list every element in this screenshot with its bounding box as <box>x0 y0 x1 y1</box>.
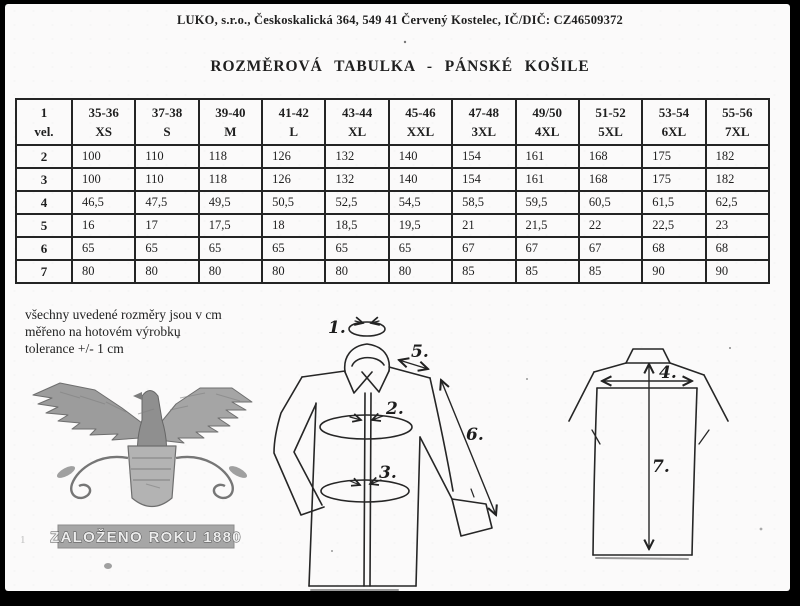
chest-girth-arrow <box>350 417 361 420</box>
row-number: 6 <box>16 237 72 260</box>
right-sleeve-outer <box>430 378 453 491</box>
left-shoulder-line <box>302 371 345 377</box>
size-cell: 110 <box>135 145 198 168</box>
size-cell: 80 <box>389 260 452 283</box>
size-cell: 65 <box>325 237 388 260</box>
size-cell: 65 <box>262 237 325 260</box>
label-collar: 1. <box>328 318 346 338</box>
size-cell: 18,5 <box>325 214 388 237</box>
size-cell: 59,5 <box>516 191 579 214</box>
size-cell: 23 <box>706 214 769 237</box>
size-cell: 65 <box>389 237 452 260</box>
size-cell: 85 <box>579 260 642 283</box>
size-cell: 140 <box>389 168 452 191</box>
label-back-length: 7. <box>652 457 670 477</box>
col-header-l <box>262 99 325 145</box>
size-cell: 18 <box>262 214 325 237</box>
back-body-left <box>593 388 597 555</box>
row-number: 7 <box>16 260 72 283</box>
col-size: 47-48 <box>468 104 499 120</box>
col-label: XXL <box>406 124 435 139</box>
col-header-vel <box>16 99 72 145</box>
size-cell: 22 <box>579 214 642 237</box>
col-label: 7XL <box>725 124 750 139</box>
size-cell: 21,5 <box>516 214 579 237</box>
size-cell: 52,5 <box>325 191 388 214</box>
size-cell: 154 <box>452 168 515 191</box>
size-cell: 140 <box>389 145 452 168</box>
col-header-4xl <box>516 99 579 145</box>
col-label: 5XL <box>598 124 623 139</box>
row-number: 3 <box>16 168 72 191</box>
size-cell: 90 <box>706 260 769 283</box>
table-row <box>16 237 769 260</box>
size-cell: 21 <box>452 214 515 237</box>
size-cell: 182 <box>706 168 769 191</box>
size-cell: 168 <box>579 145 642 168</box>
col-label: 3XL <box>471 124 497 139</box>
col-header-6xl <box>642 99 705 145</box>
col-size: 45-46 <box>405 104 436 120</box>
size-cell: 161 <box>516 145 579 168</box>
diagram-number-labels <box>328 318 677 483</box>
size-cell: 68 <box>706 237 769 260</box>
size-cell: 80 <box>262 260 325 283</box>
size-cell: 65 <box>135 237 198 260</box>
row-number: 4 <box>16 191 72 214</box>
row-number: 5 <box>16 214 72 237</box>
chest-girth-arrow <box>372 416 383 420</box>
col-label: XL <box>348 124 367 139</box>
founded-banner-text: ZALOŽENO ROKU 1880 <box>50 529 242 546</box>
size-cell: 110 <box>135 168 198 191</box>
size-cell: 46,5 <box>72 191 135 214</box>
col-header-s <box>135 99 198 145</box>
collar-girth-ellipse <box>349 322 385 336</box>
col-label: M <box>224 124 237 139</box>
size-cell: 62,5 <box>706 191 769 214</box>
right-shoulder-line <box>389 367 430 378</box>
left-sleeve-inner <box>294 404 322 505</box>
size-cell: 100 <box>72 145 135 168</box>
size-cell: 126 <box>262 168 325 191</box>
size-cell: 175 <box>642 145 705 168</box>
size-cell: 49,5 <box>199 191 262 214</box>
col-header-xxl <box>389 99 452 145</box>
size-cell: 126 <box>262 145 325 168</box>
measurement-notes <box>25 306 222 357</box>
size-cell: 67 <box>579 237 642 260</box>
sleeve-end-tick <box>699 430 709 444</box>
table-row <box>16 260 769 283</box>
size-cell: 161 <box>516 168 579 191</box>
size-cell: 54,5 <box>389 191 452 214</box>
col-size: 39-40 <box>215 104 246 120</box>
table-row <box>16 145 769 168</box>
size-cell: 22,5 <box>642 214 705 237</box>
size-cell: 118 <box>199 168 262 191</box>
col-size: 43-44 <box>341 104 373 120</box>
size-table-header-row <box>16 99 769 145</box>
size-cell: 100 <box>72 168 135 191</box>
size-cell: 50,5 <box>262 191 325 214</box>
note-line: tolerance +/- 1 cm <box>25 341 124 356</box>
cuff-tick <box>471 489 474 497</box>
size-cell: 80 <box>199 260 262 283</box>
back-shirt-diagram <box>569 349 728 559</box>
collar-right-flap <box>362 371 389 392</box>
size-cell: 65 <box>199 237 262 260</box>
collar-left-flap <box>345 372 372 393</box>
size-cell: 60,5 <box>579 191 642 214</box>
label-chest: 2. <box>386 399 404 419</box>
col-header-xs <box>72 99 135 145</box>
col-header-xl <box>325 99 388 145</box>
size-cell: 175 <box>642 168 705 191</box>
back-body-right <box>692 388 697 555</box>
back-left-sleeve <box>569 372 594 421</box>
col-size: 53-54 <box>658 104 690 120</box>
col-label: XS <box>95 124 112 139</box>
size-cell: 61,5 <box>642 191 705 214</box>
size-cell: 58,5 <box>452 191 515 214</box>
size-table <box>15 98 770 284</box>
col-size: 41-42 <box>278 104 309 120</box>
label-waist: 3. <box>379 463 397 483</box>
col-size: 37-38 <box>151 104 183 120</box>
note-line: všechny uvedené rozměry jsou v cm <box>25 307 222 322</box>
size-cell: 65 <box>72 237 135 260</box>
back-left-shoulder <box>594 363 626 372</box>
note-line: měřeno na hotovém výrobku <box>25 324 181 339</box>
col-header-7xl <box>706 99 769 145</box>
col-header-3xl <box>452 99 515 145</box>
col-size: 35-36 <box>88 104 119 120</box>
size-cell: 85 <box>452 260 515 283</box>
front-shirt-diagram <box>274 321 496 590</box>
collar-inner-line <box>352 358 384 366</box>
company-address-line: LUKO, s.r.o., Českoskalická 364, 549 41 Červený Kostelec, IČ/DIČ: CZ46509372 <box>177 13 623 27</box>
placket-line <box>364 393 365 586</box>
col-label: vel. <box>34 124 54 139</box>
scan-artifact: 1 <box>20 534 26 546</box>
label-back-width: 4. <box>659 363 677 383</box>
col-label: 6XL <box>661 124 687 139</box>
right-sleeve-inner <box>420 437 452 499</box>
size-cell: 132 <box>325 168 388 191</box>
size-cell: 90 <box>642 260 705 283</box>
size-cell: 19,5 <box>389 214 452 237</box>
size-cell: 67 <box>452 237 515 260</box>
size-cell: 168 <box>579 168 642 191</box>
page-title: ROZMĚROVÁ TABULKA - PÁNSKÉ KOŠILE <box>210 58 590 75</box>
label-shoulder: 5. <box>411 342 429 362</box>
table-row <box>16 191 769 214</box>
col-label: L <box>289 124 299 139</box>
size-cell: 154 <box>452 145 515 168</box>
size-cell: 132 <box>325 145 388 168</box>
col-header-m <box>199 99 262 145</box>
size-cell: 182 <box>706 145 769 168</box>
col-size: 1 <box>40 104 48 120</box>
back-hem-shadow <box>596 558 688 559</box>
size-cell: 67 <box>516 237 579 260</box>
back-right-sleeve <box>704 375 728 421</box>
col-size: 55-56 <box>722 104 753 120</box>
back-collar <box>626 349 670 363</box>
size-cell: 16 <box>72 214 135 237</box>
size-cell: 80 <box>72 260 135 283</box>
size-cell: 17 <box>135 214 198 237</box>
placket-line <box>370 393 371 586</box>
size-cell: 68 <box>642 237 705 260</box>
label-sleeve: 6. <box>466 425 484 445</box>
table-row <box>16 214 769 237</box>
size-cell: 80 <box>325 260 388 283</box>
body-left-edge <box>309 403 316 586</box>
col-label: S <box>163 124 171 139</box>
body-right-edge <box>416 437 420 586</box>
cuff-outline <box>452 499 492 536</box>
size-cell: 118 <box>199 145 262 168</box>
size-cell: 17,5 <box>199 214 262 237</box>
size-cell: 47,5 <box>135 191 198 214</box>
col-size: 51-52 <box>595 104 626 120</box>
size-cell: 80 <box>135 260 198 283</box>
size-cell: 85 <box>516 260 579 283</box>
col-header-5xl <box>579 99 642 145</box>
row-number: 2 <box>16 145 72 168</box>
waist-girth-arrow <box>350 481 360 485</box>
table-row <box>16 168 769 191</box>
col-size: 49/50 <box>532 104 562 120</box>
col-label: 4XL <box>534 124 560 139</box>
